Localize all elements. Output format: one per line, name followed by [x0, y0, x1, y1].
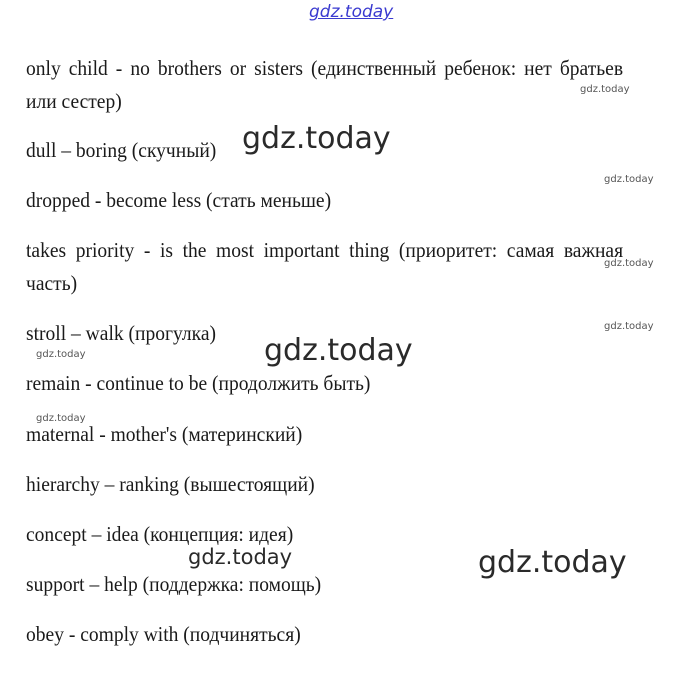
watermark: gdz.today: [242, 121, 391, 156]
watermark: gdz.today: [580, 84, 630, 95]
vocab-entry: hierarchy – ranking (вышестоящий): [26, 472, 315, 496]
vocab-entry: dropped - become less (стать меньше): [26, 188, 332, 212]
vocab-entry: remain - continue to be (продолжить быть): [26, 371, 371, 395]
vocab-entry: only child - no brothers or sisters (единственный ребенок: нет братьев или сестер): [26, 56, 624, 113]
watermark: gdz.today: [478, 545, 627, 580]
vocab-entry: concept – idea (концепция: идея): [26, 522, 294, 546]
watermark: gdz.today: [188, 545, 293, 569]
vocab-entry: obey - comply with (подчиняться): [26, 622, 301, 646]
watermark: gdz.today: [604, 174, 654, 185]
vocab-entry: maternal - mother's (материнский): [26, 422, 303, 446]
vocab-entry: dull – boring (скучный): [26, 138, 217, 162]
vocab-entry: stroll – walk (прогулка): [26, 321, 217, 345]
vocab-entry: takes priority - is the most important thing (приоритет: самая важная часть): [26, 238, 624, 295]
watermark: gdz.today: [604, 321, 654, 332]
watermark: gdz.today: [36, 349, 86, 360]
watermark: gdz.today: [264, 333, 413, 368]
watermark: gdz.today: [36, 413, 86, 424]
vocab-entry: support – help (поддержка: помощь): [26, 572, 322, 596]
watermark: gdz.today: [604, 258, 654, 269]
watermark: gdz.today: [309, 2, 394, 22]
